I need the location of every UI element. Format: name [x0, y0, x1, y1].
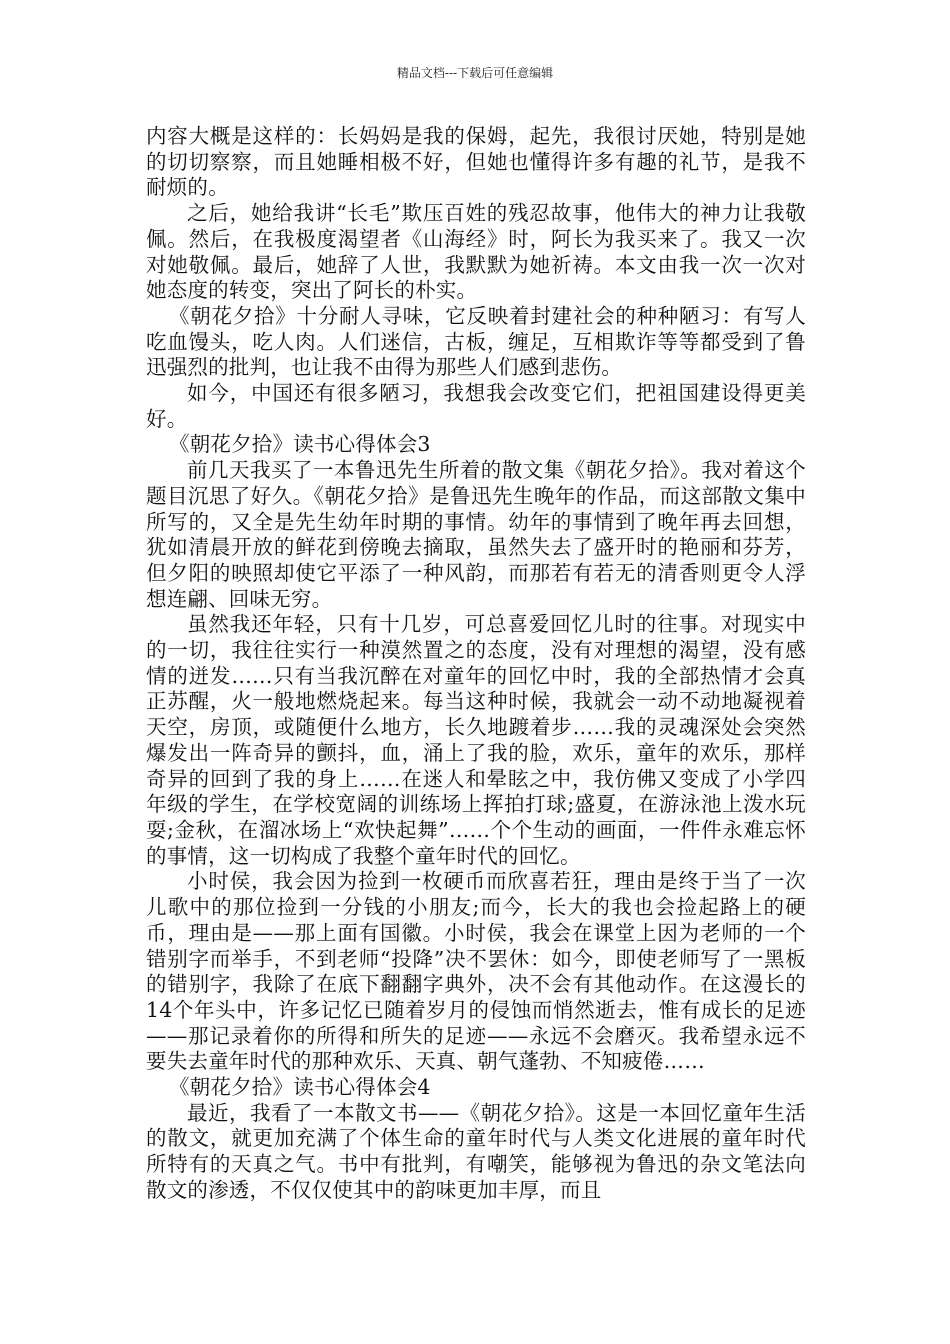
paragraph: 如今，中国还有很多陋习，我想我会改变它们，把祖国建设得更美好。 — [146, 381, 806, 431]
paragraph: 内容大概是这样的：长妈妈是我的保姆，起先，我很讨厌她，特别是她的切切察察，而且她睡相极不好，但她也懂得许多有趣的礼节，是我不耐烦的。 — [146, 124, 806, 200]
paragraph: 《朝花夕拾》十分耐人寻味，它反映着封建社会的种种陋习：有写人吃血馒头，吃人肉。人们迷信，古板，缠足，互相欺诈等等都受到了鲁迅强烈的批判，也让我不由得为那些人们感到悲伤。 — [146, 303, 806, 380]
section-heading: 《朝花夕拾》读书心得体会3 — [169, 432, 431, 457]
paragraph: 虽然我还年轻，只有十几岁，可总喜爱回忆儿时的往事。对现实中的一切，我往往实行一种漠然置之的态度，没有对理想的渴望，没有感情的迸发……只有当我沉醉在对童年的回忆中时，我的全部热情才会真正苏醒，火一般地燃烧起来。每当这种时候，我就会一动不动地凝视着天空，房顶，或随便什么地方，长久地踱着步……我的灵魂深处会突然爆发出一阵奇异的颤抖，血，涌上了我的脸，欢乐，童年的欢乐，那样奇异的回到了我的身上……在迷人和晕眩之中，我仿佛又变成了小学四年级的学生，在学校宽阔的训练场上挥拍打球;盛夏，在游泳池上泼水玩耍;金秋，在溜冰场上“欢快起舞”……个个生动的画面，一件件永难忘怀的事情，这一切构成了我整个童年时代的回忆。 — [146, 612, 806, 868]
paragraph: 最近，我看了一本散文书——《朝花夕拾》。这是一本回忆童年生活的散文，就更加充满了个体生命的童年时代与人类文化进展的童年时代所特有的天真之气。书中有批判，有嘲笑，能够视为鲁迅的杂文笔法向散文的渗透，不仅仅使其中的韵味更加丰厚，而且 — [146, 1100, 806, 1202]
paragraph: 之后，她给我讲“长毛”欺压百姓的残忍故事，他伟大的神力让我敬佩。然后，在我极度渴望者《山海经》时，阿长为我买来了。我又一次对她敬佩。最后，她辞了人世，我默默为她祈祷。本文由我一次一次对她态度的转变，突出了阿长的朴实。 — [146, 201, 806, 303]
section-heading: 《朝花夕拾》读书心得体会4 — [169, 1075, 431, 1100]
paragraph: 小时侯，我会因为捡到一枚硬币而欣喜若狂，理由是终于当了一次儿歌中的那位捡到一分钱的小朋友;而今，长大的我也会捡起路上的硬币，理由是——那上面有国徽。小时侯，我会在课堂上因为老师的一个错别字而举手，不到老师“投降”决不罢休：如今，即使老师写了一黑板的错别字，我除了在底下翻翻字典外，决不会有其他动作。在这漫长的14个年头中，许多记忆已随着岁月的侵蚀而悄然逝去，惟有成长的足迹——那记录着你的所得和所失的足迹——永远不会磨灭。我希望永远不要失去童年时代的那种欢乐、天真、朝气蓬勃、不知疲倦…… — [146, 869, 806, 1074]
document-body — [146, 124, 806, 1204]
paragraph: 前几天我买了一本鲁迅先生所着的散文集《朝花夕拾》。我对着这个题目沉思了好久。《朝花夕拾》是鲁迅先生晚年的作品，而这部散文集中所写的，又全是先生幼年时期的事情。幼年的事情到了晚年再去回想，犹如清晨开放的鲜花到傍晚去摘取，虽然失去了盛开时的艳丽和芬芳，但夕阳的映照却使它平添了一种风韵，而那若有若无的清香则更令人浮想连翩、回味无穷。 — [146, 458, 806, 611]
page-header: 精品文档---下载后可任意编辑 — [396, 66, 554, 80]
